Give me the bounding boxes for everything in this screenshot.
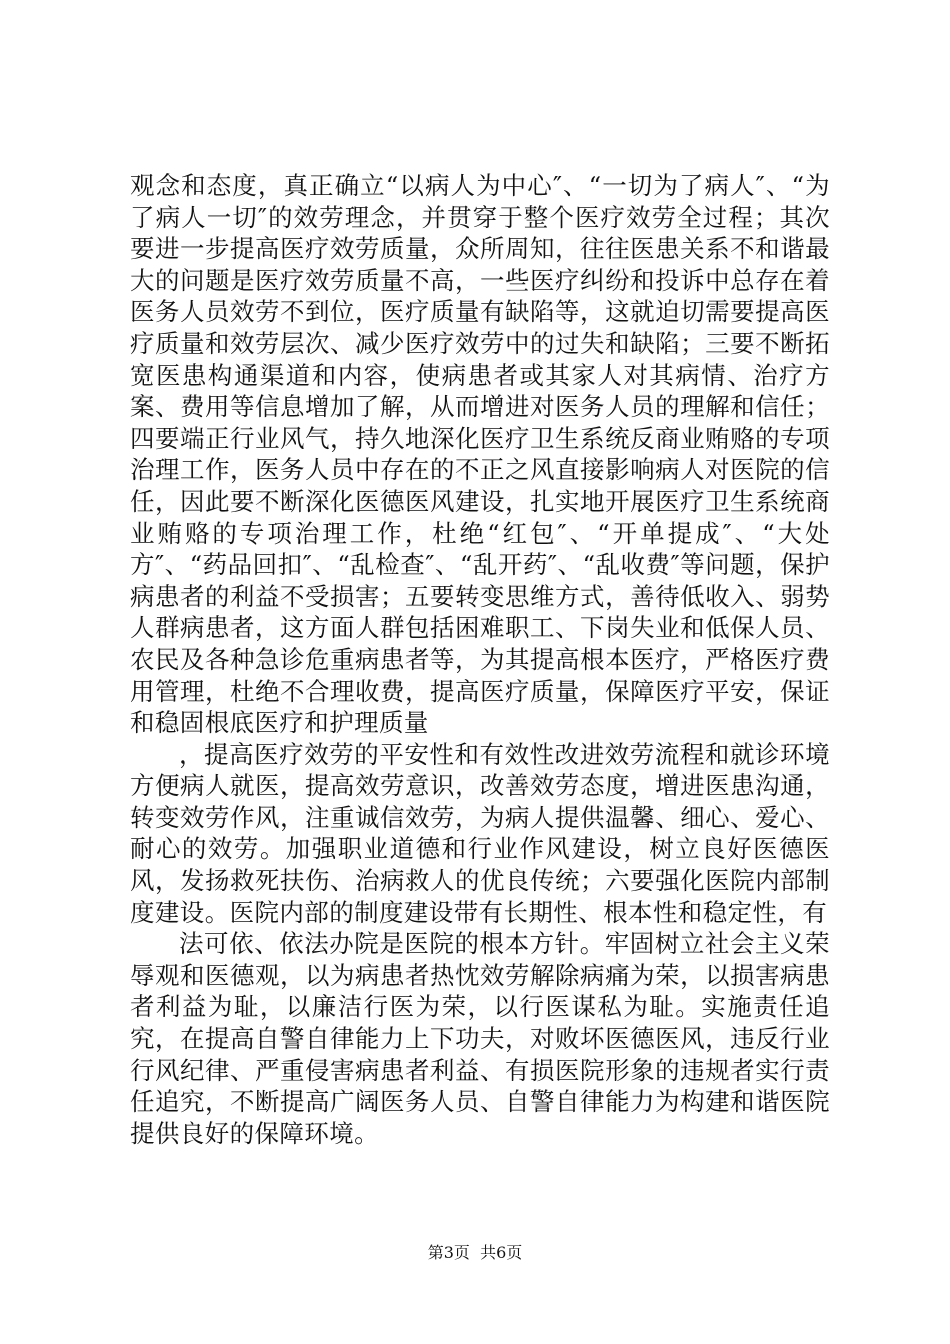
paragraph-3: 法可依、依法办院是医院的根本方针。牢固树立社会主义荣辱观和医德观，以为病患者热忱效劳解除病痛为荣，以损害病患者利益为耻，以廉洁行医为荣，以行医谋私为耻。实施责任追究，在提高自警自律能力上下功夫，对败坏医德医风，违反行业行风纪律、严重侵害病患者利益、有损医院形象的违规者实行责任追究，不断提高广阔医务人员、自警自律能力为构建和谐医院提供良好的保障环境。: [130, 929, 830, 1148]
paragraph-2: ，提高医疗效劳的平安性和有效性改进效劳流程和就诊环境方便病人就医，提高效劳意识，改善效劳态度，增进医患沟通，转变效劳作风，注重诚信效劳，为病人提供温馨、细心、爱心、耐心的效劳。加强职业道德和行业作风建设，树立良好医德医风，发扬救死扶伤、治病救人的优良传统；六要强化医院内部制度建设。医院内部的制度建设带有长期性、根本性和稳定性，有: [130, 739, 830, 927]
paragraph-1: 观念和态度，真正确立“以病人为中心″、“一切为了病人″、“为了病人一切″的效劳理念，并贯穿于整个医疗效劳全过程；其次要进一步提高医疗效劳质量，众所周知，往往医患关系不和谐最大的问题是医疗效劳质量不高，一些医疗纠纷和投诉中总存在着医务人员效劳不到位，医疗质量有缺陷等，这就迫切需要提高医疗质量和效劳层次、减少医疗效劳中的过失和缺陷；三要不断拓宽医患构通渠道和内容，使病患者或其家人对其病情、治疗方案、费用等信息增加了解，从而增进对医务人员的理解和信任；四要端正行业风气，持久地深化医疗卫生系统反商业贿赂的专项治理工作，医务人员中存在的不正之风直接影响病人对医院的信任，因此要不断深化医德医风建设，扎实地开展医疗卫生系统商业贿赂的专项治理工作，杜绝“红包″、“开单提成″、“大处方″、“药品回扣″、“乱检查″、“乱开药″、“乱收费″等问题，保护病患者的利益不受损害；五要转变思维方式，善待低收入、弱势人群病患者，这方面人群包括困难职工、下岗失业和低保人员、农民及各种急诊危重病患者等，为其提高根本医疗，严格医疗费用管理，杜绝不合理收费，提高医疗质量，保障医疗平安，保证和稳固根底医疗和护理质量: [130, 171, 830, 738]
page-total: 共6页: [480, 1243, 523, 1262]
page-number: 第3页: [427, 1243, 470, 1262]
document-body: [130, 170, 830, 1149]
page-footer: [0, 1243, 950, 1263]
